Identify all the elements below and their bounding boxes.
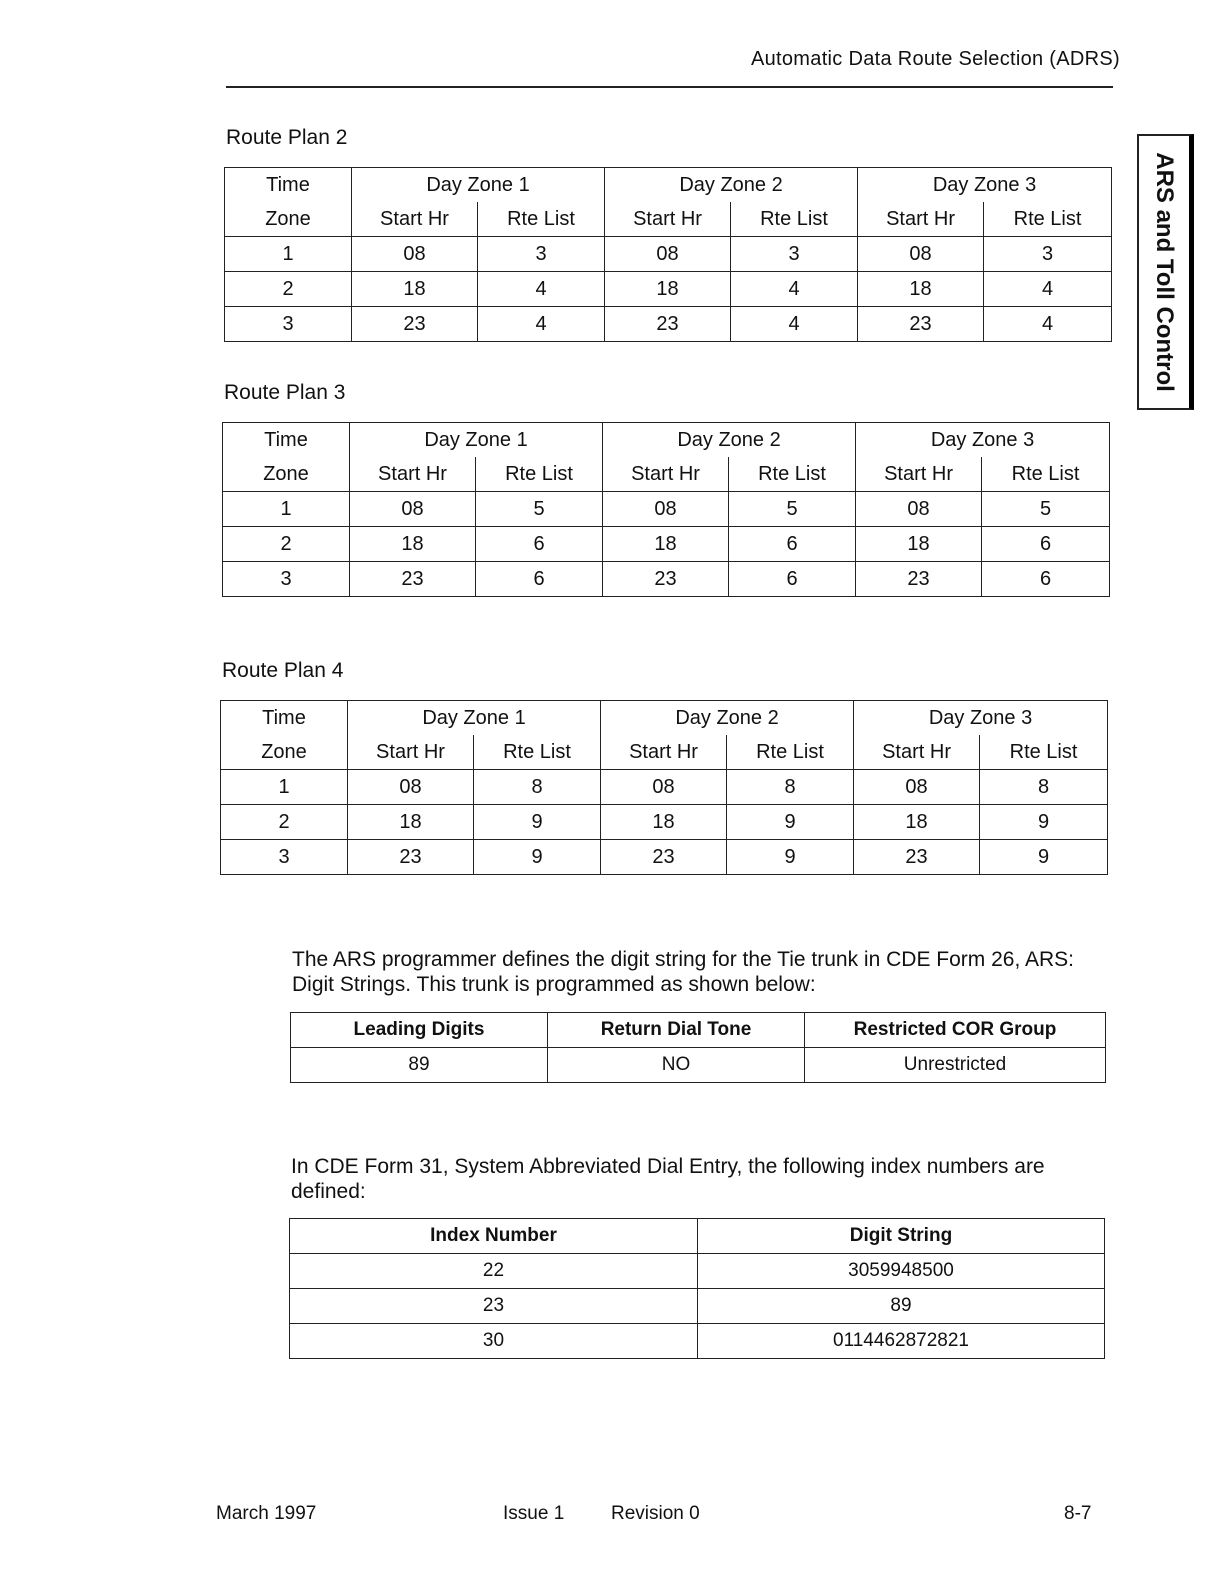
cell: 6	[982, 562, 1110, 597]
index-number-table	[289, 1218, 1105, 1359]
cell: 9	[980, 805, 1108, 840]
rte-list-header: Rte List	[731, 202, 858, 237]
day-zone-3-header: Day Zone 3	[854, 701, 1108, 736]
route-plan-3-table	[222, 422, 1110, 597]
table-row	[221, 840, 1108, 875]
cell: 18	[348, 805, 474, 840]
table-row	[223, 492, 1110, 527]
cell: 5	[476, 492, 603, 527]
rte-list-header: Rte List	[478, 202, 605, 237]
route-plan-4-table	[220, 700, 1108, 875]
cell: 08	[601, 770, 727, 805]
cell: 08	[854, 770, 980, 805]
cell: 3	[731, 237, 858, 272]
table-row	[225, 237, 1112, 272]
cell: 23	[858, 307, 984, 342]
cell: 8	[980, 770, 1108, 805]
cell: 8	[474, 770, 601, 805]
cell: 18	[856, 527, 982, 562]
cell: 3	[223, 562, 350, 597]
cell: 08	[348, 770, 474, 805]
start-hr-header: Start Hr	[352, 202, 478, 237]
cell: 23	[605, 307, 731, 342]
zone-header: Zone	[221, 735, 348, 770]
table-row	[225, 307, 1112, 342]
cell: 1	[225, 237, 352, 272]
cell: 18	[854, 805, 980, 840]
page-header-title: Automatic Data Route Selection (ADRS)	[750, 48, 1120, 70]
day-zone-2-header: Day Zone 2	[605, 168, 858, 203]
cell: 23	[854, 840, 980, 875]
digit-string-table	[290, 1012, 1106, 1083]
footer-date: March 1997	[216, 1503, 317, 1524]
cell: 08	[352, 237, 478, 272]
cell: 18	[858, 272, 984, 307]
table-row	[223, 562, 1110, 597]
cell: 6	[729, 562, 856, 597]
cell: 9	[727, 805, 854, 840]
cell: 23	[348, 840, 474, 875]
cell: 6	[476, 527, 603, 562]
day-zone-3-header: Day Zone 3	[858, 168, 1112, 203]
cell: 4	[984, 307, 1112, 342]
cell: 3	[225, 307, 352, 342]
time-header: Time	[223, 423, 350, 458]
time-header: Time	[225, 168, 352, 203]
cell: 2	[221, 805, 348, 840]
route-plan-3-label: Route Plan 3	[224, 381, 346, 404]
rte-list-header: Rte List	[982, 457, 1110, 492]
section-tab	[1137, 134, 1194, 410]
footer-page-number: 8-7	[1064, 1503, 1092, 1524]
cell: 23	[603, 562, 729, 597]
zone-header: Zone	[223, 457, 350, 492]
return-dial-tone-header: Return Dial Tone	[548, 1013, 805, 1048]
cell: 4	[731, 307, 858, 342]
cell: 08	[856, 492, 982, 527]
cell: 2	[225, 272, 352, 307]
footer-revision: Revision 0	[611, 1503, 700, 1524]
cell: 1	[223, 492, 350, 527]
cell: 08	[858, 237, 984, 272]
table-row	[225, 272, 1112, 307]
restricted-cor-group-header: Restricted COR Group	[805, 1013, 1106, 1048]
start-hr-header: Start Hr	[854, 735, 980, 770]
rte-list-header: Rte List	[729, 457, 856, 492]
start-hr-header: Start Hr	[601, 735, 727, 770]
route-plan-2-table	[224, 167, 1112, 342]
cell: 89	[291, 1048, 548, 1083]
cell: 22	[290, 1254, 698, 1289]
day-zone-1-header: Day Zone 1	[350, 423, 603, 458]
cell: 4	[478, 307, 605, 342]
start-hr-header: Start Hr	[605, 202, 731, 237]
abbrev-dial-paragraph: In CDE Form 31, System Abbreviated Dial Entry, the following index numbers are defined:	[291, 1155, 1045, 1203]
cell: 6	[476, 562, 603, 597]
cell: 23	[350, 562, 476, 597]
rte-list-header: Rte List	[980, 735, 1108, 770]
cell: 4	[984, 272, 1112, 307]
day-zone-2-header: Day Zone 2	[603, 423, 856, 458]
cell: 2	[223, 527, 350, 562]
table-row	[290, 1324, 1105, 1359]
rte-list-header: Rte List	[984, 202, 1112, 237]
start-hr-header: Start Hr	[348, 735, 474, 770]
cell: 0114462872821	[698, 1324, 1105, 1359]
ars-paragraph: The ARS programmer defines the digit string for the Tie trunk in CDE Form 26, ARS: Digit Strings. This trunk is programmed as shown below:	[292, 948, 1074, 996]
cell: 08	[350, 492, 476, 527]
cell: 18	[350, 527, 476, 562]
time-header: Time	[221, 701, 348, 736]
start-hr-header: Start Hr	[856, 457, 982, 492]
table-row	[290, 1289, 1105, 1324]
rte-list-header: Rte List	[476, 457, 603, 492]
start-hr-header: Start Hr	[350, 457, 476, 492]
route-plan-4-label: Route Plan 4	[222, 659, 344, 682]
header-rule	[226, 86, 1113, 88]
cell: 1	[221, 770, 348, 805]
cell: 3	[221, 840, 348, 875]
cell: 9	[727, 840, 854, 875]
cell: 18	[603, 527, 729, 562]
table-row	[290, 1254, 1105, 1289]
cell: 18	[605, 272, 731, 307]
section-tab-label: ARS and Toll Control	[1151, 152, 1178, 392]
digit-string-header: Digit String	[698, 1219, 1105, 1254]
table-row	[291, 1048, 1106, 1083]
zone-header: Zone	[225, 202, 352, 237]
cell: Unrestricted	[805, 1048, 1106, 1083]
cell: 4	[731, 272, 858, 307]
rte-list-header: Rte List	[474, 735, 601, 770]
table-row	[223, 527, 1110, 562]
table-row	[221, 805, 1108, 840]
day-zone-1-header: Day Zone 1	[352, 168, 605, 203]
cell: 6	[982, 527, 1110, 562]
cell: 5	[982, 492, 1110, 527]
cell: 9	[474, 805, 601, 840]
cell: NO	[548, 1048, 805, 1083]
cell: 3059948500	[698, 1254, 1105, 1289]
cell: 3	[984, 237, 1112, 272]
cell: 30	[290, 1324, 698, 1359]
rte-list-header: Rte List	[727, 735, 854, 770]
cell: 23	[352, 307, 478, 342]
cell: 23	[601, 840, 727, 875]
index-number-header: Index Number	[290, 1219, 698, 1254]
cell: 89	[698, 1289, 1105, 1324]
leading-digits-header: Leading Digits	[291, 1013, 548, 1048]
cell: 3	[478, 237, 605, 272]
start-hr-header: Start Hr	[858, 202, 984, 237]
cell: 5	[729, 492, 856, 527]
footer-issue: Issue 1	[503, 1503, 565, 1524]
cell: 9	[980, 840, 1108, 875]
day-zone-1-header: Day Zone 1	[348, 701, 601, 736]
cell: 4	[478, 272, 605, 307]
cell: 08	[603, 492, 729, 527]
day-zone-3-header: Day Zone 3	[856, 423, 1110, 458]
cell: 23	[290, 1289, 698, 1324]
cell: 8	[727, 770, 854, 805]
cell: 18	[601, 805, 727, 840]
cell: 9	[474, 840, 601, 875]
cell: 23	[856, 562, 982, 597]
cell: 6	[729, 527, 856, 562]
day-zone-2-header: Day Zone 2	[601, 701, 854, 736]
table-row	[221, 770, 1108, 805]
cell: 18	[352, 272, 478, 307]
route-plan-2-label: Route Plan 2	[226, 126, 348, 149]
start-hr-header: Start Hr	[603, 457, 729, 492]
cell: 08	[605, 237, 731, 272]
